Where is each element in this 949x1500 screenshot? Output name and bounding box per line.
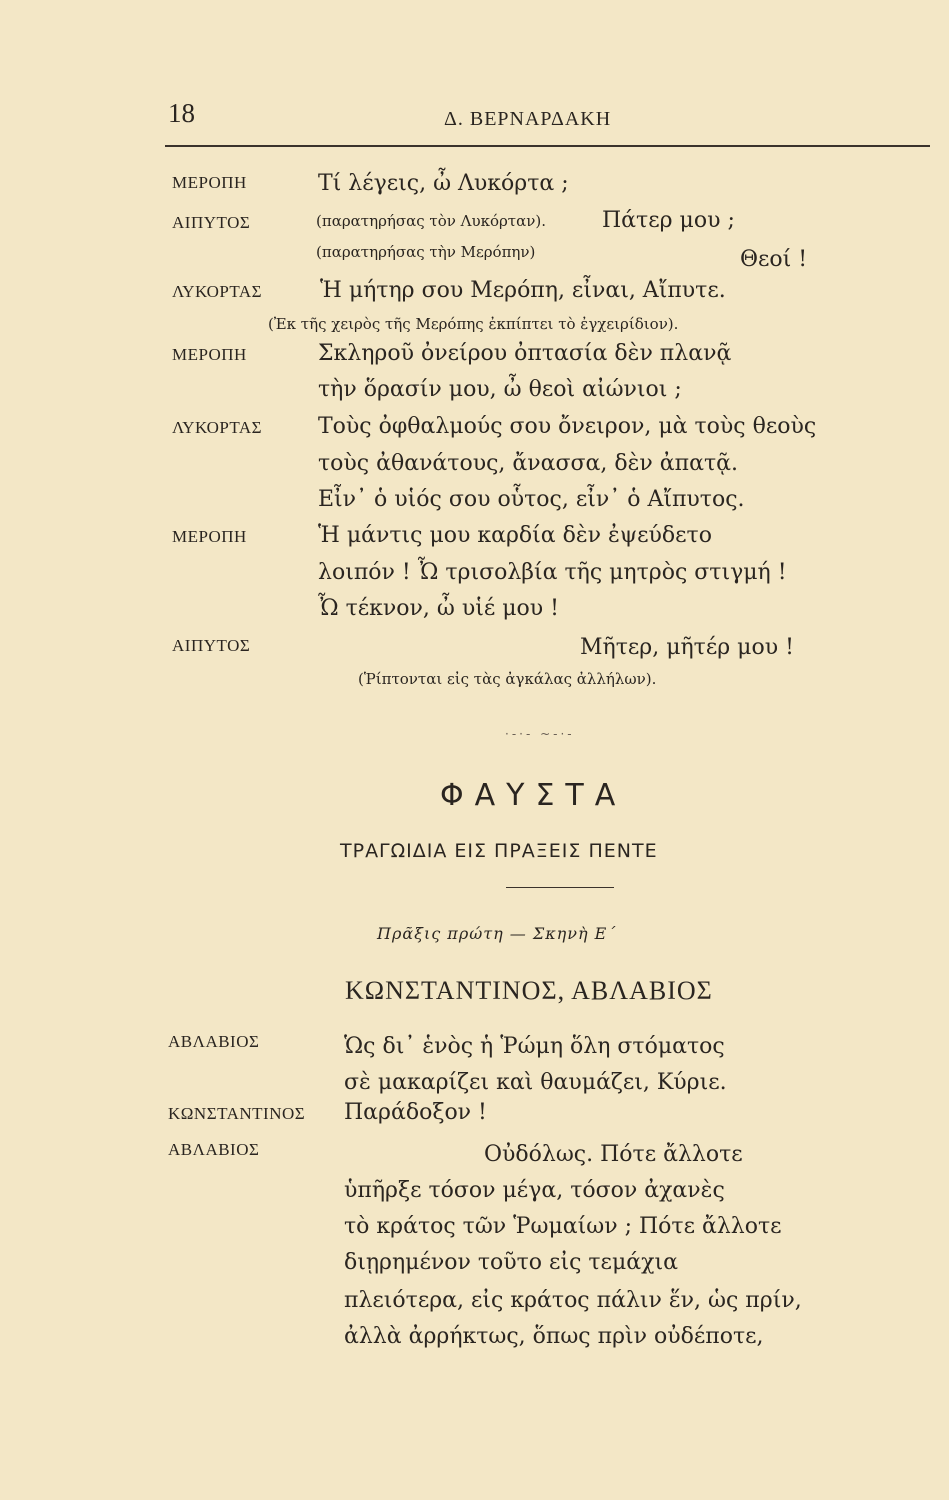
- verse-line: Ἡ μήτηρ σου Μερόπη, εἶναι, Αἴπυτε.: [320, 278, 726, 303]
- verse-line: λοιπόν ! Ὦ τρισολβία τῆς μητρὸς στιγμή !: [318, 560, 787, 585]
- play-title: ΦΑΥΣΤΑ: [440, 778, 627, 813]
- page-number: 18: [168, 98, 195, 128]
- verse-line: Παράδοξον !: [344, 1100, 487, 1125]
- verse-line: τὴν ὅρασίν μου, ὦ θεοὶ αἰώνιοι ;: [318, 377, 682, 402]
- verse-line: τὸ κράτος τῶν Ῥωμαίων ; Πότε ἄλλοτε: [344, 1214, 782, 1239]
- title-rule: [506, 887, 614, 888]
- verse-line: ὑπῆρξε τόσον μέγα, τόσον ἀχανὲς: [344, 1178, 725, 1203]
- verse-line: ἀλλὰ ἀρρήκτως, ὅπως πρὶν οὐδέποτε,: [344, 1324, 764, 1349]
- speaker-label: ΜΕΡΟΠΗ: [172, 173, 247, 192]
- verse-line: Μῆτερ, μῆτέρ μου !: [580, 635, 794, 660]
- speaker-label: ΑΒΛΑΒΙΟΣ: [168, 1140, 260, 1159]
- verse-line: Ἡ μάντις μου καρδία δὲν ἐψεύδετο: [318, 523, 712, 548]
- verse-line: σὲ μακαρίζει καὶ θαυμάζει, Κύριε.: [344, 1070, 727, 1095]
- verse-line: Εἶν᾽ ὁ υἱός σου οὗτος, εἶν᾽ ὁ Αἴπυτος.: [318, 487, 745, 512]
- play-subtitle: ΤΡΑΓΩΙΔΙΑ ΕΙΣ ΠΡΑΞΕΙΣ ΠΕΝΤΕ: [340, 840, 658, 862]
- speaker-label: ΑΒΛΑΒΙΟΣ: [168, 1032, 260, 1051]
- verse-line: Ὦ τέκνον, ὦ υἱέ μου !: [318, 596, 559, 621]
- verse-line: Τοὺς ὀφθαλμούς σου ὄνειρον, μὰ τοὺς θεοὺς: [318, 414, 817, 439]
- speaker-label: ΑΙΠΥΤΟΣ: [172, 213, 251, 232]
- stage-direction: (παρατηρήσας τὸν Λυκόρταν).: [316, 212, 546, 230]
- running-head: Δ. ΒΕΡΝΑΡΔΑΚΗ: [444, 108, 612, 130]
- scene-heading: Πρᾶξις πρώτη — Σκηνὴ Ε΄: [377, 924, 617, 943]
- section-ornament: ·-·- ~-·-: [505, 727, 575, 741]
- speaker-label: ΜΕΡΟΠΗ: [172, 345, 247, 364]
- speaker-label: ΛΥΚΟΡΤΑΣ: [172, 282, 263, 301]
- header-rule: [165, 145, 930, 147]
- verse-line: Ὡς δι᾽ ἑνὸς ἡ Ῥώμη ὅλη στόματος: [344, 1034, 725, 1059]
- verse-line: πλειότερα, εἰς κράτος πάλιν ἕν, ὡς πρίν,: [344, 1288, 802, 1313]
- scene-characters: ΚΩΝΣΤΑΝΤΙΝΟΣ, ΑΒΛΑΒΙΟΣ: [345, 976, 713, 1005]
- verse-line: Σκληροῦ ὀνείρου ὀπτασία δὲν πλανᾷ: [318, 341, 732, 366]
- speaker-label: ΚΩΝΣΤΑΝΤΙΝΟΣ: [168, 1104, 306, 1123]
- speaker-label: ΜΕΡΟΠΗ: [172, 527, 247, 546]
- verse-line: τοὺς ἀθανάτους, ἄνασσα, δὲν ἀπατᾷ.: [318, 451, 738, 476]
- speaker-label: ΑΙΠΥΤΟΣ: [172, 636, 251, 655]
- verse-line: Οὐδόλως. Πότε ἄλλοτε: [484, 1142, 743, 1167]
- verse-line: Τί λέγεις, ὦ Λυκόρτα ;: [318, 171, 569, 196]
- speaker-label: ΛΥΚΟΡΤΑΣ: [172, 418, 263, 437]
- stage-direction: (παρατηρήσας τὴν Μερόπην): [316, 243, 536, 261]
- verse-line: διῃρημένον τοῦτο εἰς τεμάχια: [344, 1250, 678, 1275]
- stage-direction: (Ῥίπτονται εἰς τὰς ἀγκάλας ἀλλήλων).: [358, 670, 657, 688]
- verse-line: Πάτερ μου ;: [602, 208, 735, 233]
- stage-direction: (Ἐκ τῆς χειρὸς τῆς Μερόπης ἐκπίπτει τὸ ἐγχειρίδιον).: [268, 315, 679, 333]
- verse-line: Θεοί !: [740, 247, 808, 272]
